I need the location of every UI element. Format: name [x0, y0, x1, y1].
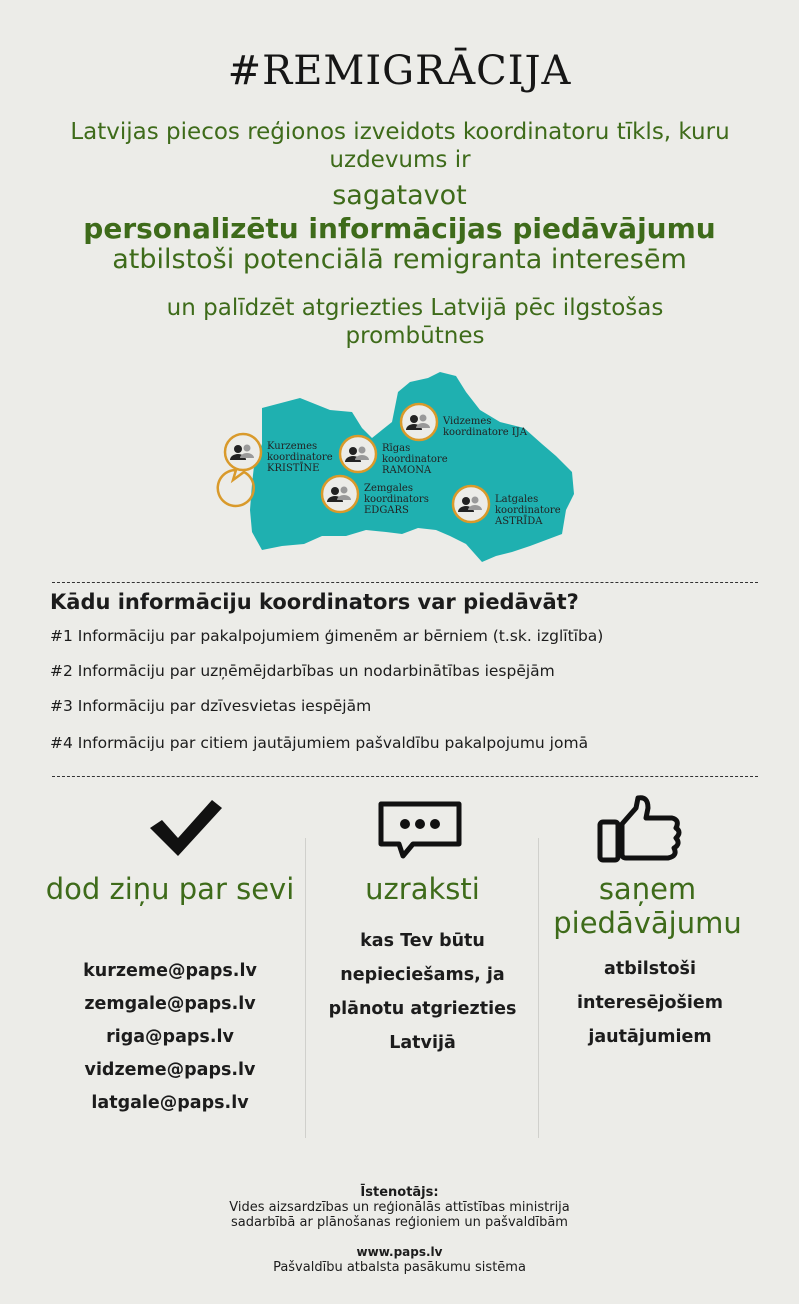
- chat-bubble-icon: [377, 800, 463, 860]
- email-link-kurzeme[interactable]: kurzeme@paps.lv: [83, 961, 257, 981]
- latgale-label-3: ASTRĪDA: [495, 516, 543, 527]
- step-text-receive: atbilstoši interesējošiem jautājumiem: [576, 959, 723, 1047]
- thumbs-up-icon: [596, 794, 686, 864]
- question-item-3: #3 Informāciju par dzīvesvietas iespējām: [50, 697, 372, 715]
- step-title-write: uzraksti: [365, 872, 480, 906]
- questions-heading: Kādu informāciju koordinators var piedāvāt?: [50, 590, 579, 614]
- footer-ministry: Vides aizsardzības un reģionālās attīstības ministrija: [229, 1200, 570, 1215]
- coordinator-marker-riga: [340, 436, 376, 472]
- riga-label-2: koordinatore: [382, 454, 448, 465]
- footer-cooperation: sadarbībā ar plānošanas reģioniem un pašvaldībām: [231, 1215, 568, 1230]
- question-item-1: #1 Informāciju par pakalpojumiem ģimenēm ar bērniem (t.sk. izglītība): [50, 627, 604, 645]
- dashed-divider-top: [52, 582, 758, 583]
- riga-label-3: RAMONA: [382, 465, 432, 476]
- help-text: un palīdzēt atgriezties Latvijā pēc ilgstošas prombūtnes: [166, 295, 664, 349]
- zemgale-label-3: EDGARS: [364, 505, 409, 516]
- email-link-latgale[interactable]: latgale@paps.lv: [91, 1093, 249, 1113]
- step-text-write: kas Tev būtu nepieciešams, ja plānotu atgriezties Latvijā: [328, 931, 517, 1053]
- email-list: [40, 955, 300, 1120]
- footer: [0, 1185, 799, 1275]
- footer-label: Īstenotājs:: [360, 1185, 439, 1200]
- email-link-vidzeme[interactable]: vidzeme@paps.lv: [84, 1060, 256, 1080]
- footer-website-link[interactable]: www.paps.lv: [356, 1245, 443, 1259]
- vidzeme-label-2: koordinatore IJA: [443, 427, 527, 438]
- question-item-4: #4 Informāciju par citiem jautājumiem pašvaldību pakalpojumu jomā: [50, 734, 589, 752]
- intro-text: Latvijas piecos reģionos izveidots koordinatoru tīkls, kuru uzdevums ir: [70, 119, 730, 173]
- kurzeme-label-3: KRISTĪNE: [267, 463, 320, 474]
- email-link-zemgale[interactable]: zemgale@paps.lv: [84, 994, 256, 1014]
- step-title-receive: saņem piedāvājumu: [553, 872, 742, 940]
- question-item-2: #2 Informāciju par uzņēmējdarbības un nodarbinātības iespējām: [50, 662, 555, 680]
- fit-text: atbilstoši potenciālā remigranta interesēm: [112, 244, 687, 275]
- zemgale-label-2: koordinators: [364, 494, 429, 505]
- coordinator-marker-latgale: [453, 486, 489, 522]
- offer-text: personalizētu informācijas piedāvājumu: [83, 212, 716, 245]
- kurzeme-label-1: Kurzemes: [267, 441, 318, 452]
- vidzeme-label-1: Vidzemes: [443, 416, 492, 427]
- latvia-map: [0, 360, 799, 580]
- page-title: #REMIGRĀCIJA: [227, 48, 572, 94]
- step-title-inform: dod ziņu par sevi: [45, 872, 295, 906]
- footer-system: Pašvaldību atbalsta pasākumu sistēma: [273, 1260, 526, 1275]
- dashed-divider-bottom: [52, 776, 758, 777]
- riga-label-1: Rīgas: [382, 443, 411, 454]
- coordinator-marker-vidzeme: [401, 404, 437, 440]
- prep-text: sagatavot: [332, 180, 467, 211]
- latgale-label-1: Latgales: [495, 494, 539, 505]
- coordinator-marker-zemgale: [322, 476, 358, 512]
- column-divider-1: [305, 838, 306, 1138]
- kurzeme-label-2: koordinatore: [267, 452, 333, 463]
- latgale-label-2: koordinatore: [495, 505, 561, 516]
- checkmark-icon: [146, 798, 226, 860]
- zemgale-label-1: Zemgales: [364, 483, 413, 494]
- email-link-riga[interactable]: riga@paps.lv: [106, 1027, 234, 1047]
